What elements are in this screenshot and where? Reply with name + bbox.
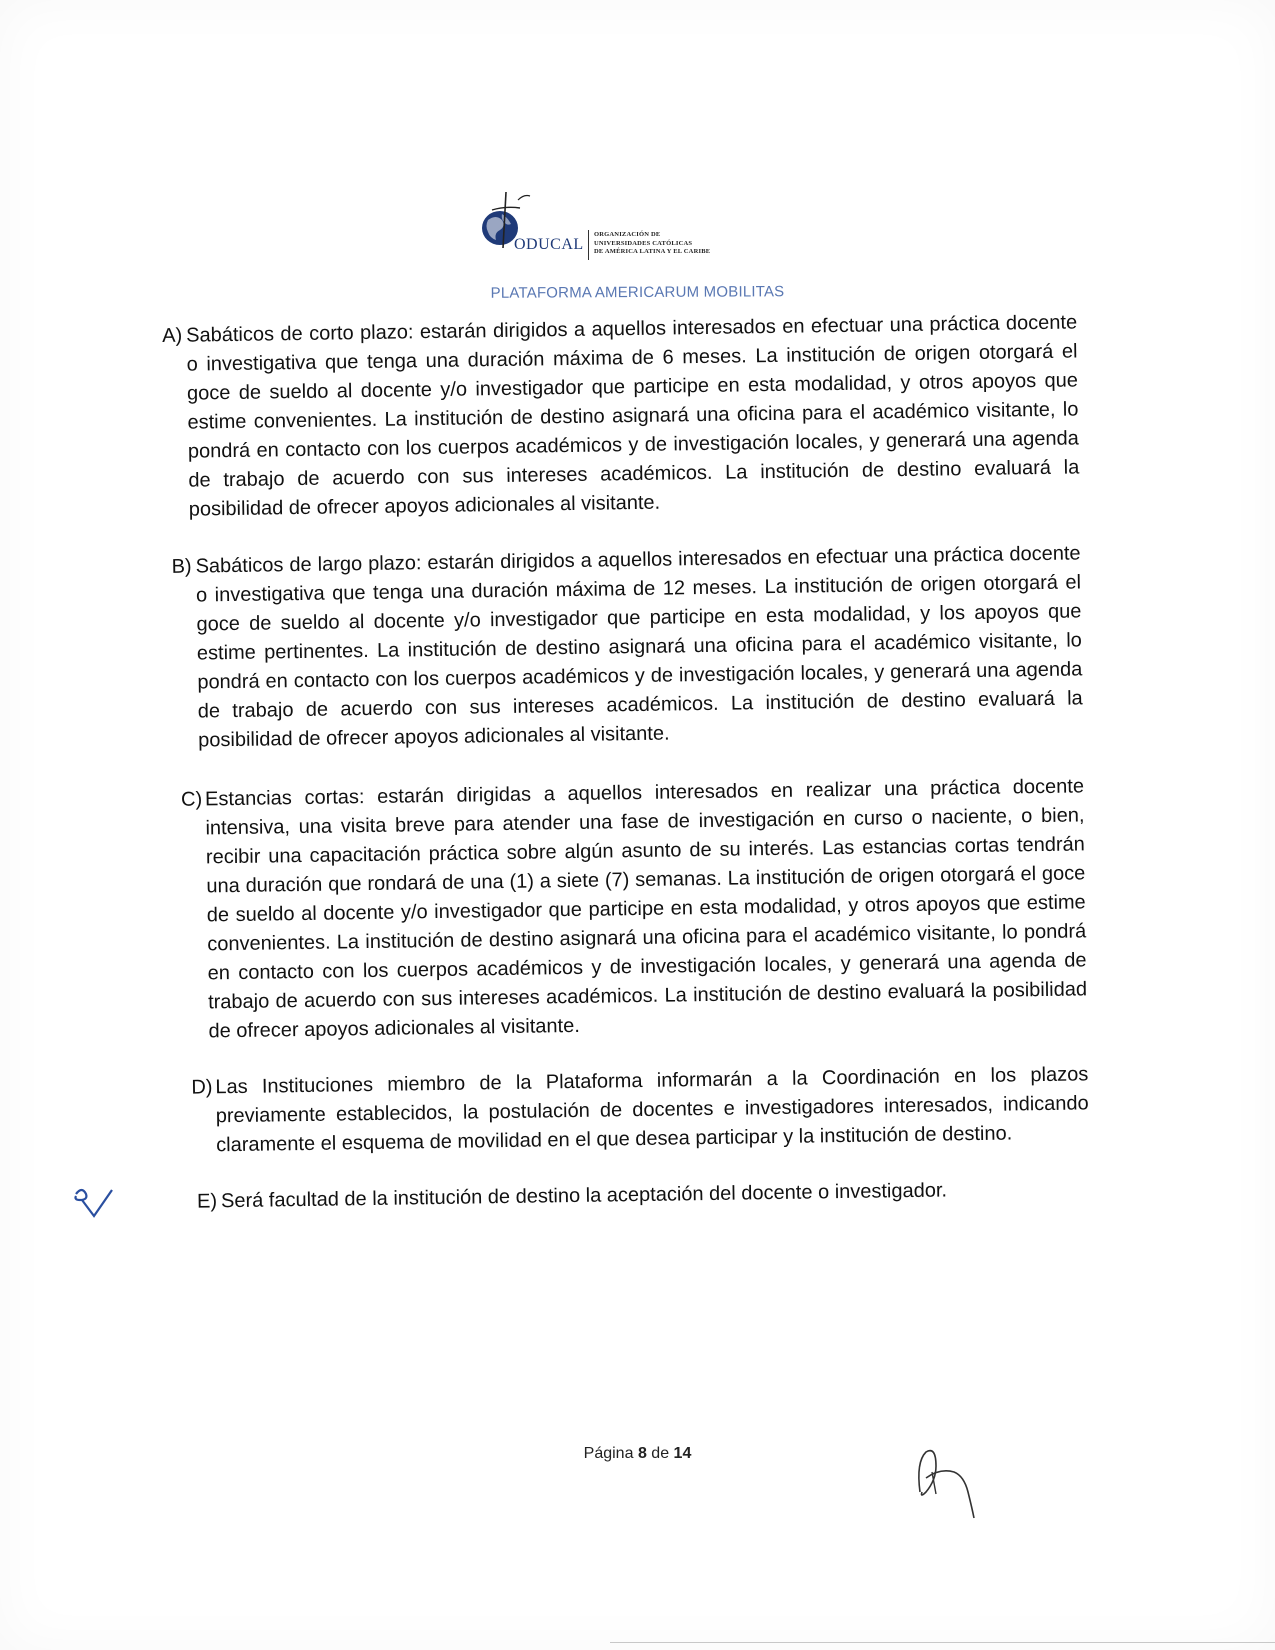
oducal-logo <box>470 186 740 264</box>
page-label: Página <box>583 1445 634 1462</box>
item-text: Sabáticos de largo plazo: estarán dirigidos a aquellos interesados en efectuar una práctica docente o investigativa que tenga una duración máxima de 12 meses. La institución de origen otorgará el goce de sueldo al docente y/o investigador que participe en esta modalidad, y los apoyos que estime pertinentes. La institución de destino asignará una oficina para el académico visitante, lo pondrá en contacto con los cuerpos académicos y de investigación locales, y generará una agenda de trabajo de acuerdo con sus intereses académicos. La institución de destino evaluará la posibilidad de ofrecer apoyos adicionales al visitante. <box>195 542 1083 752</box>
handwritten-signature <box>912 1442 992 1527</box>
item-letter: D) <box>191 1076 213 1099</box>
item-text: Será facultad de la institución de destino la aceptación del docente o investigador. <box>220 1179 948 1213</box>
logo-org-line: ORGANIZACIÓN DE <box>594 231 661 238</box>
list-item-a <box>162 308 1080 525</box>
logo-organization-name <box>594 231 744 257</box>
page-current: 8 <box>637 1445 647 1462</box>
platform-title: PLATAFORMA AMERICARUM MOBILITAS <box>490 283 785 302</box>
list-item-c <box>169 772 1088 1047</box>
list-item-d <box>173 1060 1089 1161</box>
logo-org-line: UNIVERSIDADES CATÓLICAS <box>594 239 693 247</box>
page-total: 14 <box>673 1445 692 1462</box>
logo-divider <box>588 230 589 260</box>
document-body <box>162 308 1090 1216</box>
item-text: Estancias cortas: estarán dirigidas a aquellos interesados en realizar una práctica docente intensiva, una visita breve para atender una fase de investigación en curso o naciente, o bien, recibir una capacitación práctica sobre algún asunto de su interés. Las estancias cortas tendrán una duración que rondará de una (1) a siete (7) semanas. La institución de origen otorgará el goce de sueldo al docente y/o investigador que participe en esta modalidad, y otros apoyos que estime convenientes. La institución de destino asignará una oficina para el académico visitante, lo pondrá en contacto con los cuerpos académicos y de investigación locales, y generará una agenda de trabajo de acuerdo con sus intereses académicos. La institución de destino evaluará la posibilidad de ofrecer apoyos adicionales al visitante. <box>204 775 1088 1043</box>
item-letter: E) <box>196 1190 218 1213</box>
item-letter: C) <box>180 788 203 811</box>
page-separator: de <box>651 1445 670 1462</box>
logo-wordmark: ODUCAL <box>514 236 584 253</box>
item-letter: A) <box>162 324 183 347</box>
logo-org-line: DE AMÉRICA LATINA Y EL CARIBE <box>594 248 711 255</box>
page-number <box>0 1445 1275 1463</box>
list-item-b <box>165 539 1083 756</box>
scan-edge-line <box>610 1642 1275 1643</box>
item-text: Sabáticos de corto plazo: estarán dirigidos a aquellos interesados en efectuar una práctica docente o investigativa que tenga una duración máxima de 6 meses. La institución de origen otorgará el goce de sueldo al docente y/o investigador que participe en esta modalidad, y otros apoyos que estime convenientes. La institución de destino asignará una oficina para el académico visitante, lo pondrá en contacto con los cuerpos académicos y de investigación locales, y generará una agenda de trabajo de acuerdo con sus intereses académicos. La institución de destino evaluará la posibilidad de ofrecer apoyos adicionales al visitante. <box>186 311 1080 521</box>
handwritten-initial-mark <box>72 1186 122 1231</box>
item-text: Las Instituciones miembro de la Plataforma informarán a la Coordinación en los plazos previamente establecidos, la postulación de docentes e investigadores interesados, indicando claramente el esquema de movilidad en el que desea participar y la institución de destino. <box>215 1063 1089 1157</box>
item-letter: B) <box>171 555 192 578</box>
